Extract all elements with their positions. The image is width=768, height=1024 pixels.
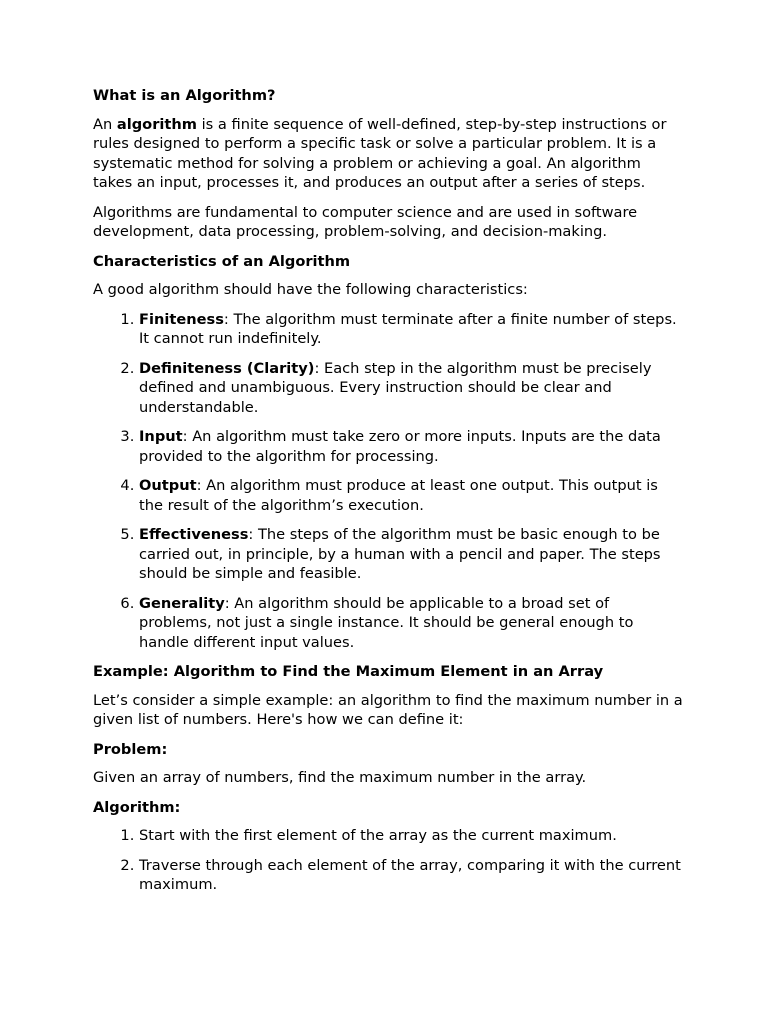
list-item-term: Definiteness (Clarity) [139, 359, 315, 377]
section-title-characteristics: Characteristics of an Algorithm [93, 252, 351, 270]
algorithm-steps-list [93, 826, 683, 895]
list-item-text: : The steps of the algorithm must be basic enough to be carried out, in principle, by a human with a pencil and paper. The steps should be simple and feasible. [139, 526, 661, 582]
list-item-text: : An algorithm must produce at least one output. This output is the result of the algorithm’s execution. [139, 477, 658, 514]
section-title-what-is-algorithm: What is an Algorithm? [93, 87, 276, 104]
section-title-example: Example: Algorithm to Find the Maximum Element in an Array [93, 663, 604, 680]
intro-bold-term: algorithm [116, 115, 197, 133]
list-item-term: Output [139, 477, 197, 494]
list-item-term: Input [139, 428, 183, 445]
list-item: 2. Traverse through each element of the array, comparing it with the current maximum. [139, 856, 683, 895]
list-item [139, 359, 683, 418]
list-item-term: Finiteness [139, 310, 224, 328]
list-item-text: : An algorithm must take zero or more inputs. Inputs are the data provided to the algorithm for processing. [139, 428, 661, 465]
list-item-term: Effectiveness [139, 526, 249, 543]
intro-paragraph-1 [93, 115, 683, 193]
document-page [93, 86, 683, 905]
intro-rest: is a finite sequence of well-defined, step-by-step instructions or rules designed to perform a specific task or solve a particular problem. It is a systematic method for solving a problem or achieving a goal. An algorithm takes an input, processes it, and produces an output after a series of steps. [93, 115, 667, 191]
list-item-term: Generality [139, 594, 225, 612]
list-item [139, 427, 683, 466]
list-item: 1. Start with the first element of the array as the current maximum. [139, 826, 683, 846]
characteristics-list [93, 310, 683, 653]
list-item [139, 525, 683, 584]
problem-heading: Problem: [93, 740, 168, 758]
characteristics-intro: A good algorithm should have the following characteristics: [93, 281, 528, 298]
list-item [139, 594, 683, 653]
intro-lead: An [93, 115, 117, 133]
example-intro: Let’s consider a simple example: an algorithm to find the maximum number in a given list of numbers. Here's how we can define it: [93, 691, 683, 728]
intro-paragraph-2: Algorithms are fundamental to computer science and are used in software development, data processing, problem-solving, and decision-making. [93, 203, 638, 240]
list-item-text: : The algorithm must terminate after a finite number of steps. It cannot run indefinitely. [139, 310, 677, 347]
list-item [139, 476, 683, 515]
list-item [139, 310, 683, 349]
problem-text: Given an array of numbers, find the maximum number in the array. [93, 769, 587, 786]
list-item-text: : An algorithm should be applicable to a broad set of problems, not just a single instance. It should be general enough to handle different input values. [139, 594, 634, 651]
algorithm-heading: Algorithm: [93, 798, 181, 816]
list-item-text: : Each step in the algorithm must be precisely defined and unambiguous. Every instruction should be clear and understandable. [139, 359, 652, 416]
